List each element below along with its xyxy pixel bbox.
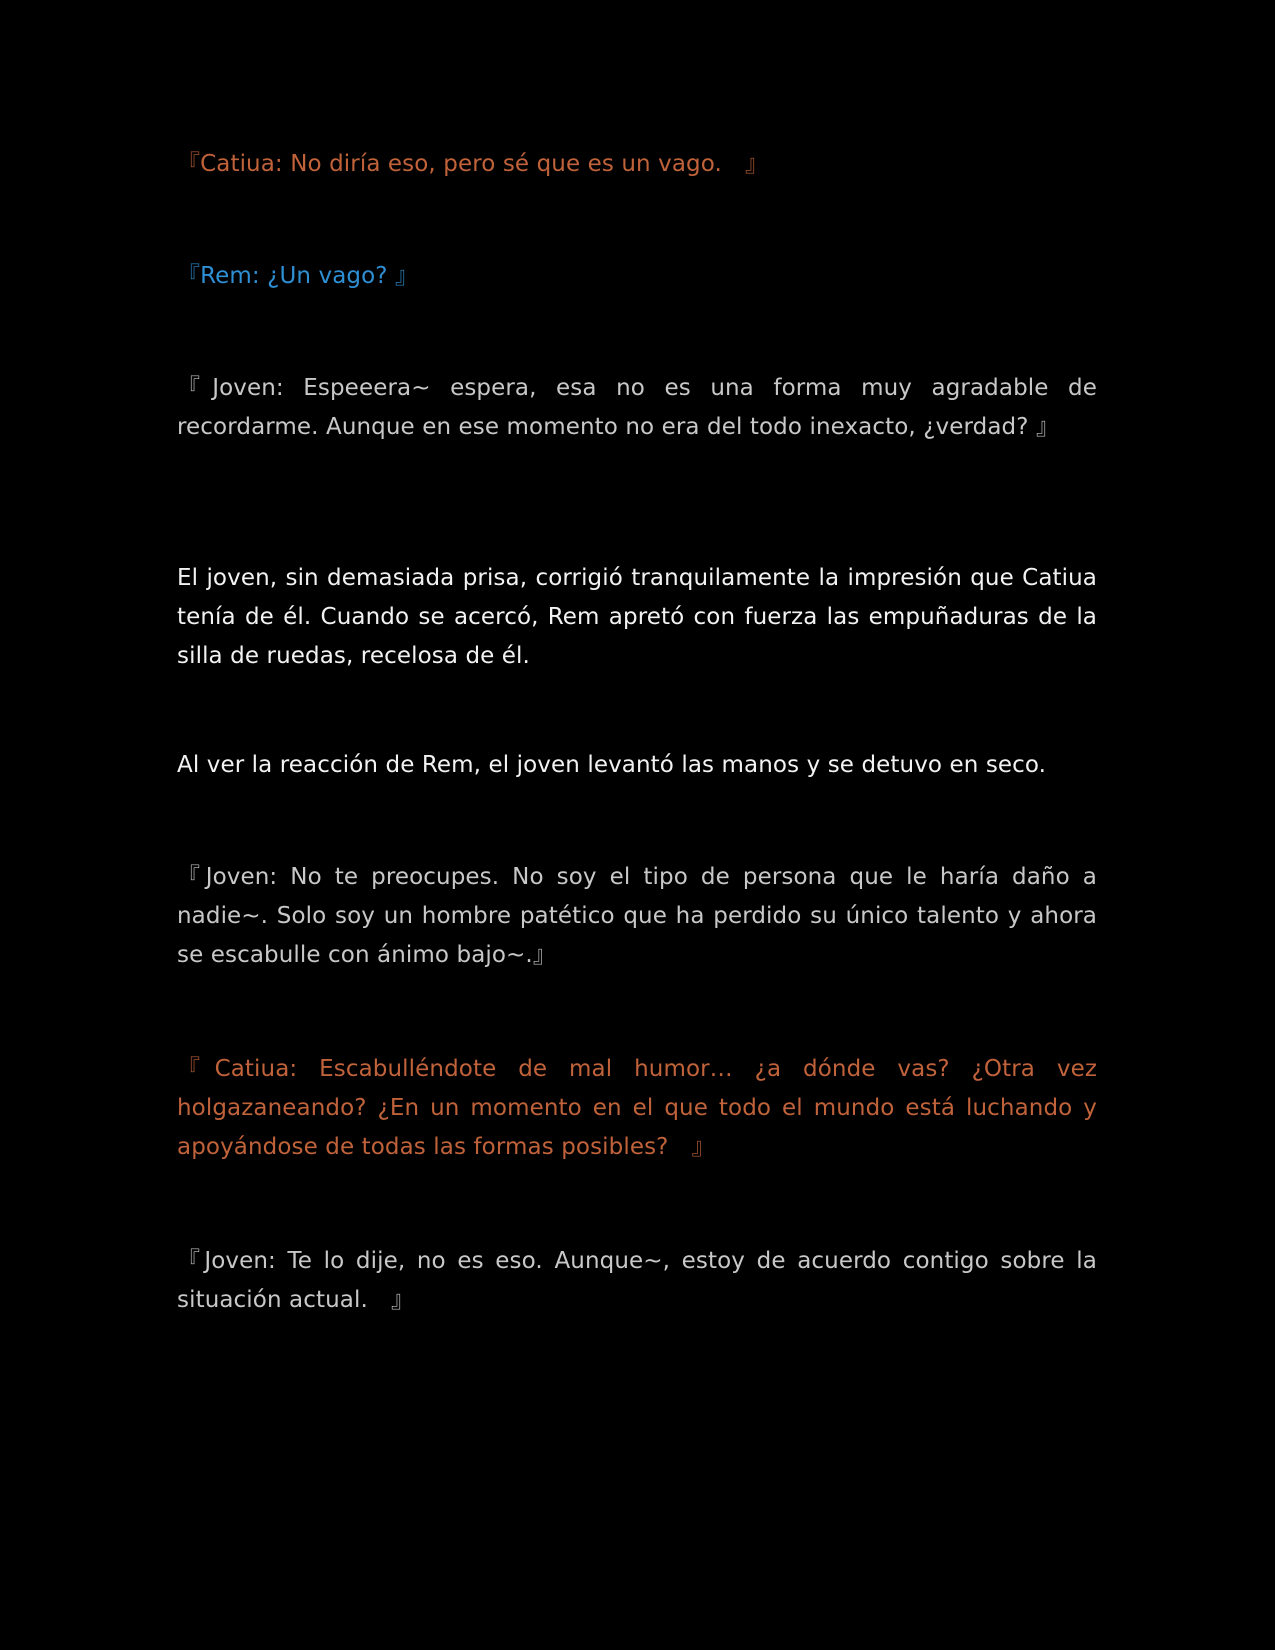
dialogue-joven-3: 『Joven: Te lo dije, no es eso. Aunque~, estoy de acuerdo contigo sobre la situación actual. 』	[177, 1248, 1097, 1313]
dialogue-joven-2: 『Joven: No te preocupes. No soy el tipo de persona que le haría daño a nadie~. Solo soy un hombre patético que ha perdido su único talento y ahora se escabulle con ánimo bajo~.』	[177, 864, 1097, 968]
dialogue-rem-1: 『Rem: ¿Un vago? 』	[177, 263, 419, 289]
dialogue-catiua-1: 『Catiua: No diría eso, pero sé que es un vago. 』	[177, 151, 769, 177]
dialogue-joven-1: 『Joven: Espeeera~ espera, esa no es una forma muy agradable de recordarme. Aunque en ese momento no era del todo inexacto, ¿verdad? 』	[177, 375, 1097, 440]
narration-2: Al ver la reacción de Rem, el joven levantó las manos y se detuvo en seco.	[177, 752, 1047, 778]
dialogue-catiua-2: 『Catiua: Escabulléndote de mal humor… ¿a dónde vas? ¿Otra vez holgazaneando? ¿En un momento en el que todo el mundo está luchando y apoyándose de todas las formas posibles? 』	[177, 1056, 1097, 1160]
narration-1: El joven, sin demasiada prisa, corrigió tranquilamente la impresión que Catiua tenía de él. Cuando se acercó, Rem apretó con fuerza las empuñaduras de la silla de ruedas, recelosa de él.	[177, 565, 1097, 669]
